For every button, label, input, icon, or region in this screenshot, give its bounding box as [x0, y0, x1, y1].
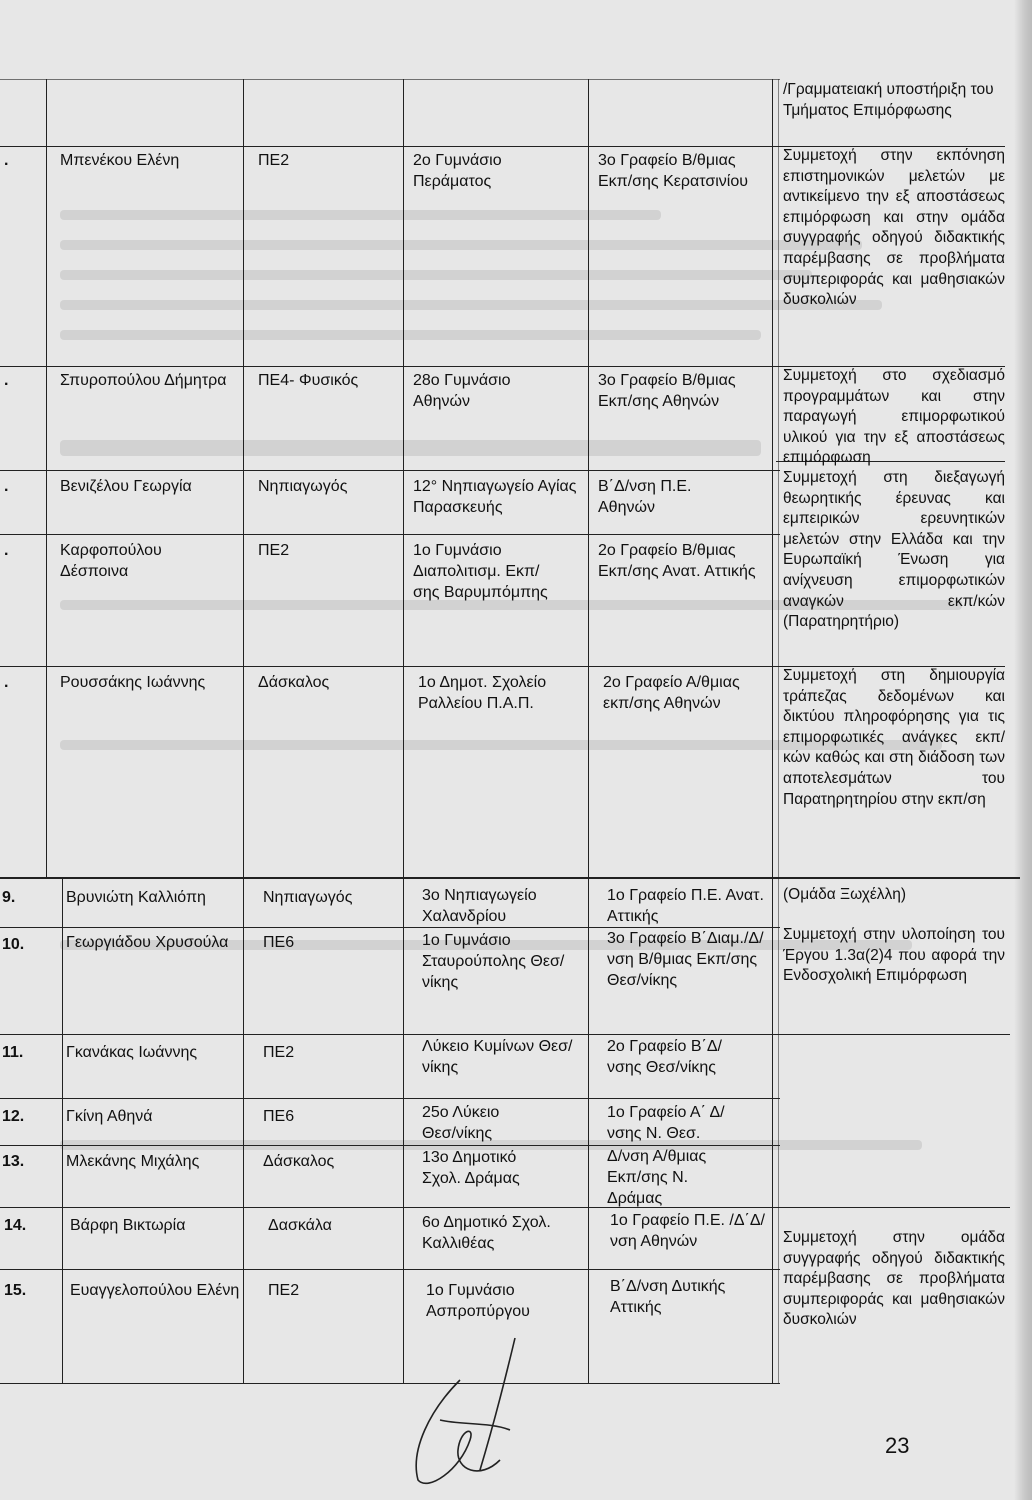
school: 25ο Λύκειο Θεσ/νίκης: [422, 1104, 500, 1142]
row-number: 10.: [2, 936, 25, 953]
duty-description: Συμμετοχή στο σχεδιασμό προγραμμάτων και στην παραγωγή επιμορφωτικού υλικού για την εξ αποστάσεως επιμόρφωση: [783, 367, 1005, 467]
handwritten-signature: [400, 1330, 550, 1495]
duty-description: Συμμετοχή στην υλοποίηση του Έργου 1.3α(2)4 που αφορά την Ενδοσχολική Επιμόρφωση: [783, 926, 1005, 985]
office: 1ο Γραφείο Α΄ Δ/νσης Ν. Θεσ.: [607, 1104, 725, 1142]
teacher-name: Βενιζέλου Γεωργία: [60, 478, 192, 495]
teacher-specialty: ΠΕ6: [263, 934, 295, 951]
row-number: 14.: [4, 1217, 27, 1234]
teacher-name: Γκανάκας Ιωάννης: [66, 1044, 198, 1061]
teacher-name: Καρφοπούλου Δέσποινα: [60, 542, 162, 580]
teacher-name: Ευαγγελοπούλου Ελένη: [70, 1282, 240, 1299]
school: 13ο Δημοτικό Σχολ. Δράμας: [422, 1149, 520, 1187]
office: 3ο Γραφείο Β/θμιας Εκπ/σης Κερατσινίου: [598, 152, 748, 190]
teacher-specialty: ΠΕ2: [258, 542, 290, 559]
school: 6ο Δημοτικό Σχολ. Καλλιθέας: [422, 1214, 551, 1252]
teacher-specialty: Νηπιαγωγός: [258, 478, 348, 495]
teacher-specialty: Δασκάλα: [268, 1217, 332, 1234]
office: Β΄Δ/νση Π.Ε. Αθηνών: [598, 478, 692, 516]
teacher-name: Βάρφη Βικτωρία: [70, 1217, 186, 1234]
page-number: 23: [885, 1433, 910, 1458]
row-number: 12.: [2, 1108, 25, 1125]
teacher-name: Γκίνη Αθηνά: [66, 1108, 153, 1125]
teacher-specialty: Δάσκαλος: [258, 674, 330, 691]
teacher-name: Γεωργιάδου Χρυσούλα: [66, 934, 229, 951]
school: 1ο Γυμνάσιο Διαπολιτισμ. Εκπ/σης Βαρυμπόμπης: [413, 542, 548, 601]
office: 1ο Γραφείο Π.Ε. /Δ΄Δ/νση Αθηνών: [610, 1212, 765, 1250]
school: 2ο Γυμνάσιο Περάματος: [413, 152, 502, 190]
school: 3ο Νηπιαγωγείο Χαλανδρίου: [422, 887, 537, 925]
duty-description: Συμμετοχή στην εκπόνηση επιστημονικών μελετών με αντικείμενο την εξ αποστάσεως επιμόρφωση και στην ομάδα συγγραφής οδηγού διδακτικής παρέμβασης σε προβλήματα συμπεριφοράς και μαθησιακών δυσκολιών: [783, 147, 1005, 309]
office: Δ/νση Α/θμιας Εκπ/σης Ν. Δράμας: [607, 1148, 707, 1207]
row-number: 13.: [2, 1153, 25, 1170]
school: 1ο Γυμνάσιο Σταυρούπολης Θεσ/νίκης: [422, 932, 565, 991]
page-edge-shadow: [1014, 0, 1032, 1500]
duty-description: Συμμετοχή στη διεξαγωγή θεωρητικής έρευνας και εμπειρικών ερευνητικών μελετών στην Ελλάδα και την Ευρωπαϊκή Ένωση για ανίχνευση επιμορφωτικών αναγκών εκπ/κών (Παρατηρητήριο): [783, 469, 1005, 631]
row-number: .: [4, 478, 9, 495]
row-number: .: [4, 674, 9, 691]
office: 2ο Γραφείο Α/θμιας εκπ/σης Αθηνών: [603, 674, 740, 712]
office: 3ο Γραφείο Β/θμιας Εκπ/σης Αθηνών: [598, 372, 736, 410]
school: 12° Νηπιαγωγείο Αγίας Παρασκευής: [413, 478, 577, 516]
school: 1ο Δημοτ. Σχολείο Ραλλείου Π.Α.Π.: [418, 674, 547, 712]
office: 2ο Γραφείο Β΄Δ/νσης Θεσ/νίκης: [607, 1038, 722, 1076]
teacher-specialty: ΠΕ2: [268, 1282, 300, 1299]
row-number: .: [4, 542, 9, 559]
office: 1ο Γραφείο Π.Ε. Ανατ. Αττικής: [607, 887, 764, 925]
teacher-specialty: ΠΕ6: [263, 1108, 295, 1125]
teacher-specialty: ΠΕ4- Φυσικός: [258, 372, 359, 389]
duty-description: Συμμετοχή στην ομάδα συγγραφής οδηγού διδακτικής παρέμβασης σε προβλήματα συμπεριφοράς και μαθησιακών δυσκολιών: [783, 1229, 1005, 1329]
row-number: .: [4, 152, 9, 169]
teacher-specialty: Δάσκαλος: [263, 1153, 335, 1170]
school: 1ο Γυμνάσιο Ασπροπύργου: [426, 1282, 530, 1320]
teacher-name: Βρυνιώτη Καλλιόπη: [66, 889, 206, 906]
row-number: 11.: [2, 1044, 24, 1061]
row-number: 9.: [2, 889, 16, 906]
row-number: 15.: [4, 1282, 27, 1299]
teacher-name: Ρουσσάκης Ιωάννης: [60, 674, 206, 691]
teacher-name: Σπυροπούλου Δήμητρα: [60, 372, 227, 389]
group-note: (Ομάδα Ξωχέλλη): [783, 886, 907, 903]
teacher-name: Μλεκάνης Μιχάλης: [66, 1153, 200, 1170]
teacher-specialty: ΠΕ2: [258, 152, 290, 169]
office: 2ο Γραφείο Β/θμιας Εκπ/σης Ανατ. Αττικής: [598, 542, 756, 580]
office: Β΄Δ/νση Δυτικής Αττικής: [610, 1278, 726, 1316]
teacher-specialty: Νηπιαγωγός: [263, 889, 353, 906]
row-number: .: [4, 372, 9, 389]
teacher-specialty: ΠΕ2: [263, 1044, 295, 1061]
duty-description: Συμμετοχή στη δημιουργία τράπεζας δεδομένων και δικτύου πληροφόρησης για τις επιμορφωτικές ανάγκες εκπ/κών καθώς και στη διάδοση των αποτελεσμάτων του Παρατηρητηρίου στην εκπ/ση: [783, 667, 1005, 808]
teacher-name: Μπενέκου Ελένη: [60, 152, 180, 169]
school: Λύκειο Κυμίνων Θεσ/νίκης: [422, 1038, 573, 1076]
header-note: /Γραμματειακή υποστήριξη του Τμήματος Επιμόρφωσης: [783, 81, 994, 119]
school: 28ο Γυμνάσιο Αθηνών: [413, 372, 511, 410]
office: 3ο Γραφείο Β΄Διαμ./Δ/νση Β/θμιας Εκπ/σης Θεσ/νίκης: [607, 930, 764, 989]
